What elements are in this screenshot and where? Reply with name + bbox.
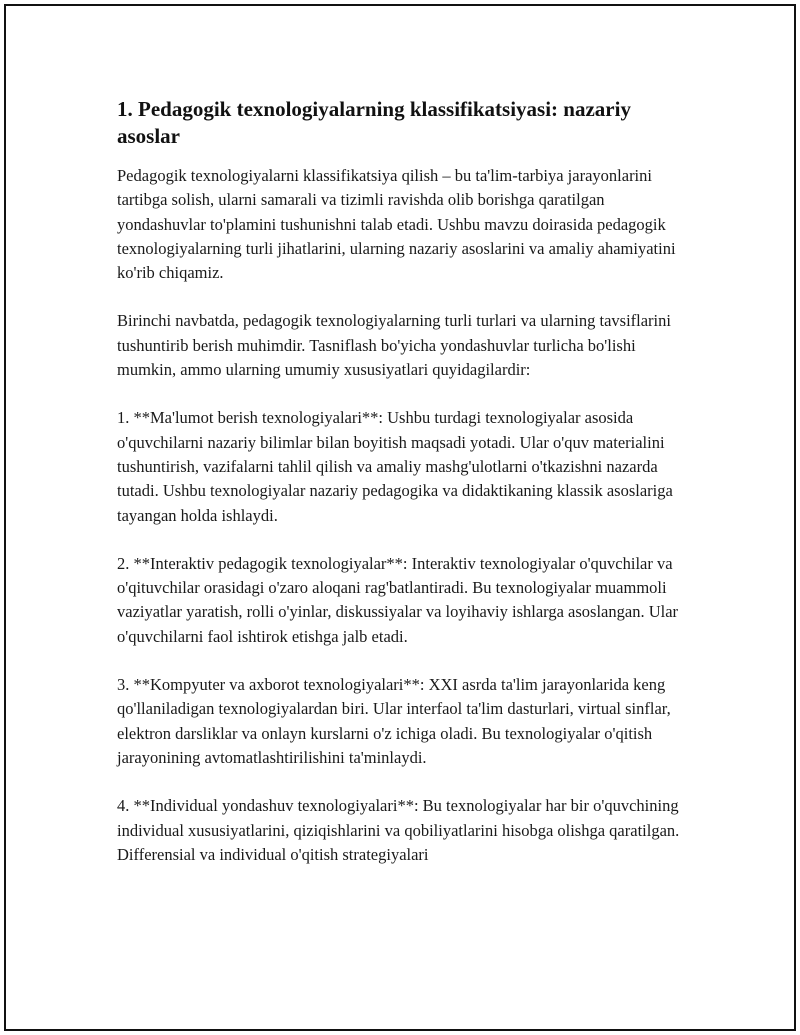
list-item-1: 1. **Ma'lumot berish texnologiyalari**: Ushbu turdagi texnologiyalar asosida o'quvchilarni nazariy bilimlar bilan boyitish maqsadi yotadi. Ular o'quv materialini tushuntirish, vazifalarni tahlil qilish va amaliy mashg'ulotlarni o'tkazishni nazarda tutadi. Ushbu texnologiyalar nazariy pedagogika va didaktikaning klassik asoslariga tayangan holda ishlaydi. — [117, 408, 673, 525]
section-heading: 1. Pedagogik texnologiyalarning klassifikatsiyasi: nazariy asoslar — [117, 97, 631, 148]
paragraph-intro: Pedagogik texnologiyalarni klassifikatsiya qilish – bu ta'lim-tarbiya jarayonlarini tartibga solish, ularni samarali va tizimli ravishda olib borishga qaratilgan yondashuvlar to'plamini tushunishni talab etadi. Ushbu mavzu doirasida pedagogik texnologiyalarning turli jihatlarini, ularning nazariy asoslarini va amaliy ahamiyatini ko'rib chiqamiz. — [117, 166, 676, 283]
list-item-2: 2. **Interaktiv pedagogik texnologiyalar**: Interaktiv texnologiyalar o'quvchilar va o'qituvchilar orasidagi o'zaro aloqani rag'batlantiradi. Bu texnologiyalar muammoli vaziyatlar yaratish, rolli o'yinlar, diskussiyalar va loyihaviy ishlarga asoslangan. Ular o'quvchilarni faol ishtirok etishga jalb etadi. — [117, 553, 679, 646]
list-item-3: 3. **Kompyuter va axborot texnologiyalari**: XXI asrda ta'lim jarayonlarida keng qo'llaniladigan texnologiyalardan biri. Ular interfaol ta'lim dasturlari, virtual sinflar, elektron darsliklar va onlayn kurslarni o'z ichiga oladi. Bu texnologiyalar o'qitish jarayonining avtomatlashtirilishini ta'minlaydi. — [117, 675, 671, 767]
list-item-4: 4. **Individual yondashuv texnologiyalari**: Bu texnologiyalar har bir o'quvchining individual xususiyatlarini, qiziqishlarini va qobiliyatlarini hisobga olishga qaratilgan. Differensial va individual o'qitish strategiyalari — [117, 796, 680, 864]
paragraph-overview: Birinchi navbatda, pedagogik texnologiyalarning turli turlari va ularning tavsiflarini tushuntirib berish muhimdir. Tasniflash bo'yicha yondashuvlar turlicha bo'lishi mumkin, ammo ularning umumiy xususiyatlari quyidagilardir: — [117, 311, 671, 380]
document-body — [117, 96, 687, 891]
